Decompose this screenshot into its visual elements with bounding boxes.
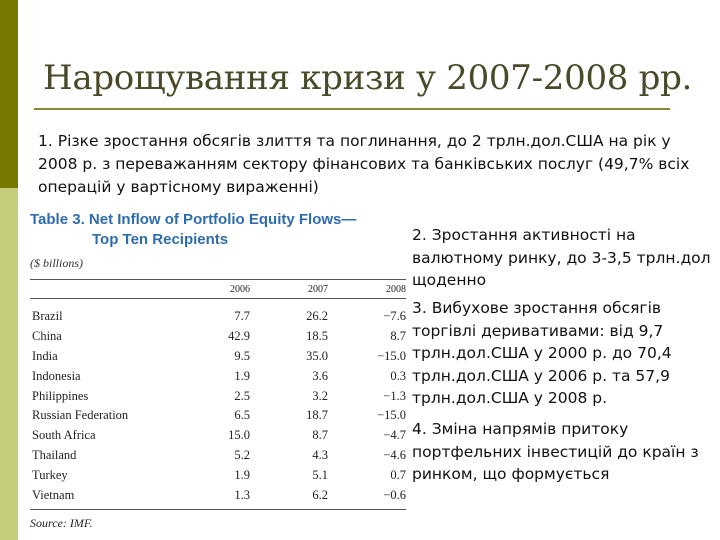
header-2008: 2008 — [386, 283, 406, 295]
cell-country: Brazil — [32, 309, 63, 324]
side-accent-bar-light — [0, 188, 18, 540]
slide-title: Нарощування кризи у 2007-2008 рр. — [43, 58, 693, 98]
table-title-line2: Top Ten Recipients — [92, 231, 229, 248]
cell-country: India — [32, 348, 58, 363]
portfolio-flows-table — [30, 210, 406, 531]
table-bottom-rule — [30, 509, 406, 510]
cell-2007: 18.5 — [306, 329, 328, 344]
cell-2007: 6.2 — [312, 487, 328, 502]
cell-2007: 26.2 — [306, 309, 328, 324]
table-header-row — [30, 280, 406, 298]
cell-2008: −15.0 — [377, 348, 406, 363]
cell-2008: −7.6 — [383, 309, 406, 324]
cell-2006: 42.9 — [228, 329, 250, 344]
table-row — [30, 327, 406, 347]
table-row — [30, 347, 406, 367]
cell-2006: 1.9 — [234, 368, 250, 383]
cell-2006: 1.3 — [234, 487, 250, 502]
cell-country: Indonesia — [32, 368, 81, 383]
cell-country: Vietnam — [32, 487, 75, 502]
table-title-line1: Table 3. Net Inflow of Portfolio Equity Flows— — [30, 211, 357, 228]
table-row — [30, 406, 406, 426]
cell-2007: 18.7 — [306, 408, 328, 423]
cell-2006: 2.5 — [234, 388, 250, 403]
title-underline — [34, 108, 670, 110]
cell-2008: −1.3 — [383, 388, 406, 403]
cell-2007: 3.6 — [312, 368, 328, 383]
cell-country: Thailand — [32, 447, 77, 462]
table-row — [30, 446, 406, 466]
cell-2007: 4.3 — [312, 447, 328, 462]
cell-2006: 1.9 — [234, 467, 250, 482]
cell-2007: 3.2 — [312, 388, 328, 403]
table-source: Source: IMF. — [30, 515, 93, 530]
cell-2008: 0.7 — [390, 467, 406, 482]
cell-country: Philippines — [32, 388, 89, 403]
table-row — [30, 386, 406, 406]
cell-2006: 6.5 — [234, 408, 250, 423]
table-row — [30, 366, 406, 386]
table-unit: ($ billions) — [30, 256, 83, 270]
table-row — [30, 307, 406, 327]
cell-2008: 8.7 — [390, 329, 406, 344]
cell-2006: 9.5 — [234, 348, 250, 363]
point-4-text: 4. Зміна напрямів притоку портфельних інвестицій до країн з ринком, що формується — [412, 420, 699, 483]
cell-country: Turkey — [32, 467, 68, 482]
table-row — [30, 426, 406, 446]
cell-2007: 5.1 — [312, 467, 328, 482]
cell-2006: 7.7 — [234, 309, 250, 324]
cell-2008: −15.0 — [377, 408, 406, 423]
table-title — [30, 210, 406, 250]
table-row — [30, 485, 406, 505]
point-3-text: 3. Вибухове зростання обсягів торгівлі деривативами: від 9,7 трлн.дол.США у 2000 р. до 70,4 трлн.дол.США у 2006 р. та 57,9 трлн.дол.США у 2008 р. — [412, 299, 672, 407]
cell-country: Russian Federation — [32, 408, 129, 423]
table-body — [30, 307, 406, 505]
cell-2006: 5.2 — [234, 447, 250, 462]
cell-2008: −4.6 — [383, 447, 406, 462]
header-2006: 2006 — [230, 283, 250, 295]
cell-2007: 35.0 — [306, 348, 328, 363]
point-1-text: 1. Різке зростання обсягів злиття та поглинання, до 2 трлн.дол.США на рік у 2008 р. з переважанням сектору фінансових та банківських послуг (49,7% всіх операцій у вартісному вираженні) — [38, 132, 690, 196]
cell-2007: 8.7 — [312, 428, 328, 443]
side-accent-bar-dark — [0, 0, 18, 188]
cell-2006: 15.0 — [228, 428, 250, 443]
cell-2008: −4.7 — [383, 428, 406, 443]
cell-country: South Africa — [32, 428, 96, 443]
point-2-text: 2. Зростання активності на валютному ринку, до 3-3,5 трлн.дол щоденно — [412, 226, 711, 289]
cell-country: China — [32, 329, 62, 344]
table-row — [30, 465, 406, 485]
cell-2008: 0.3 — [390, 368, 406, 383]
header-2007: 2007 — [308, 283, 328, 295]
table-header-rule — [30, 298, 406, 299]
cell-2008: −0.6 — [383, 487, 406, 502]
